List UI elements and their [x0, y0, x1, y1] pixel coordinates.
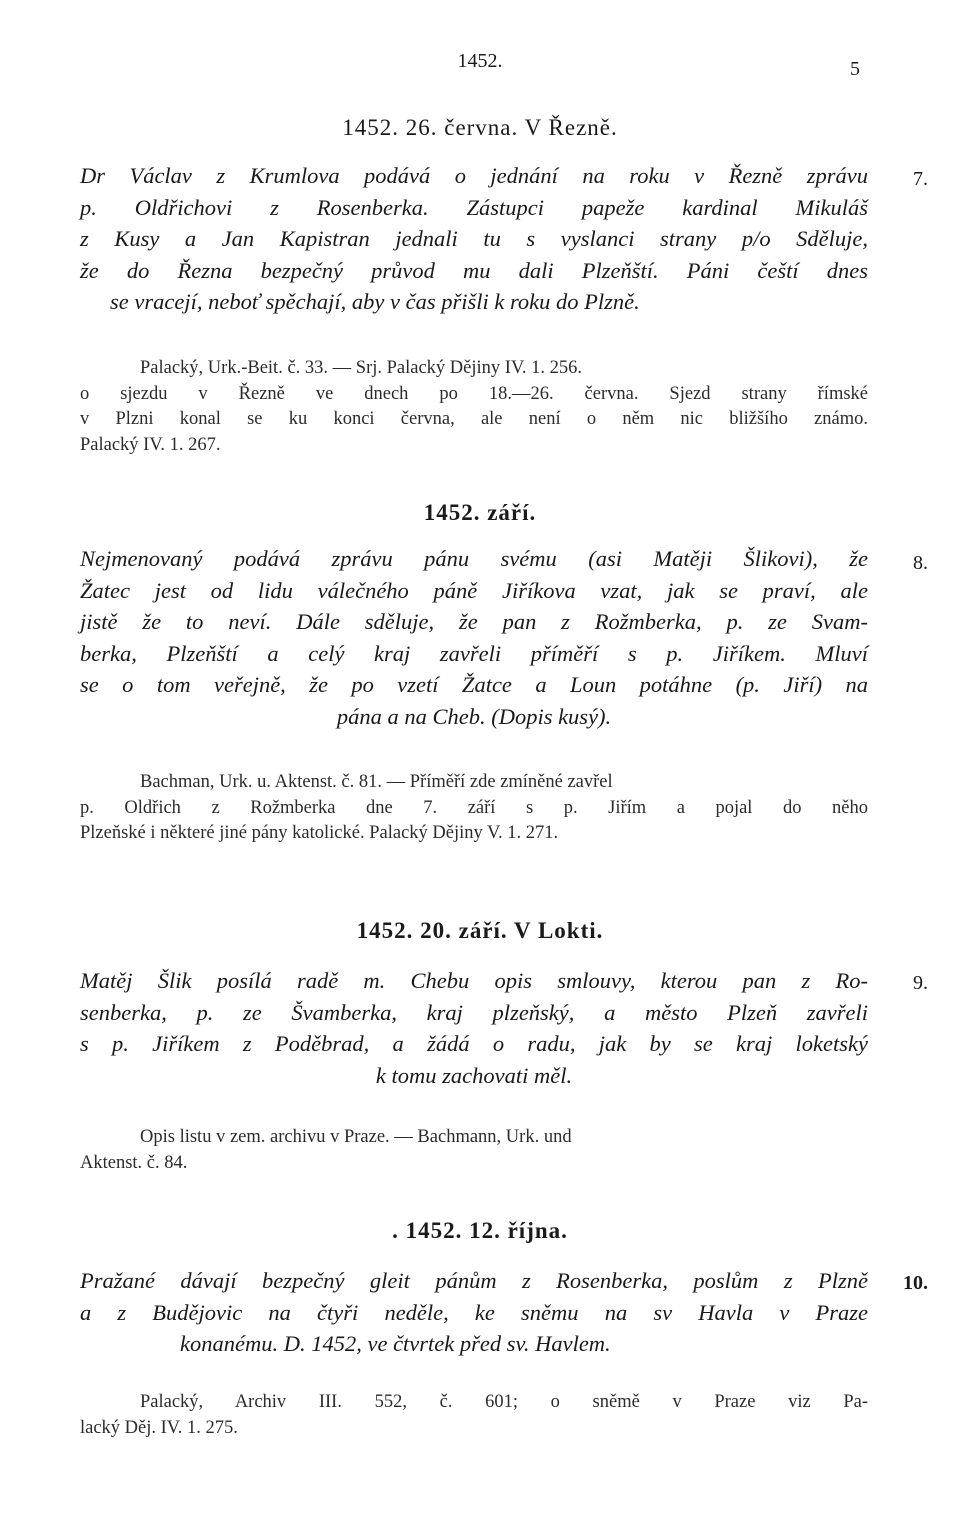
regest-line: že do Řezna bezpečný průvod mu dali Plzeňští. Páni čeští dnes — [80, 257, 868, 283]
regest-line: a z Budějovic na čtyři neděle, ke sněmu na sv Havla v Praze — [80, 1299, 868, 1325]
entry-heading: 1452. září. — [423, 500, 537, 525]
entry-number: 7. — [913, 168, 928, 190]
regest-line: Pražané dávají bezpečný gleit pánům z Rosenberka, poslům z Plzně — [80, 1268, 868, 1293]
entry-heading: 1452. 26. června. V Řezně. — [342, 115, 618, 140]
note-line: Aktenst. č. 84. — [80, 1152, 188, 1173]
regest-block — [80, 160, 868, 318]
note-line: Palacký, Urk.-Beit. č. 33. — Srj. Palacký Dějiny IV. 1. 256. — [140, 358, 583, 378]
note-line: lacký Děj. IV. 1. 275. — [80, 1417, 238, 1438]
regest-line: se vracejí, neboť spěchají, aby v čas přišli k roku do Plzně. — [110, 289, 640, 314]
regest-line: Dr Václav z Krumlova podává o jednání na roku v Řezně zprávu — [80, 163, 868, 188]
entry-number: 10. — [903, 1272, 928, 1294]
source-note — [80, 356, 868, 458]
regest-block — [80, 1265, 868, 1360]
regest-block — [80, 543, 868, 732]
entry-number: 8. — [913, 552, 928, 574]
source-note — [80, 1390, 868, 1441]
entry-heading: . 1452. 12. října. — [392, 1218, 568, 1243]
note-line: o sjezdu v Řezně ve dnech po 18.—26. června. Sjezd strany římské — [80, 383, 868, 404]
regest-line: Matěj Šlik posílá radě m. Chebu opis smlouvy, kterou pan z Ro- — [80, 968, 868, 993]
note-line: v Plzni konal se ku konci června, ale není o něm nic bližšího známo. — [80, 409, 868, 429]
regest-line: berka, Plzeňští a celý kraj zavřeli příměří s p. Jiříkem. Mluví — [80, 640, 868, 666]
note-line: Opis listu v zem. archivu v Praze. — Bachmann, Urk. und — [140, 1127, 572, 1147]
running-head: 1452. — [457, 50, 503, 72]
regest-line: Žatec jest od lidu válečného páně Jiříkova vzat, jak se praví, ale — [80, 577, 868, 603]
entry-number: 9. — [913, 972, 928, 994]
regest-line: p. Oldřichovi z Rosenberka. Zástupci papeže kardinal Mikuláš — [80, 194, 868, 220]
source-note — [80, 1125, 868, 1176]
note-line: Plzeňské i některé jiné pány katolické. Palacký Dějiny V. 1. 271. — [80, 823, 559, 843]
regest-line: jistě že to neví. Dále sděluje, že pan z Rožmberka, p. ze Svam- — [80, 609, 868, 634]
source-note — [80, 770, 868, 847]
note-line: Palacký, Archiv III. 552, č. 601; o sněmě v Praze viz Pa- — [140, 1392, 868, 1412]
note-line: Palacký IV. 1. 267. — [80, 434, 221, 455]
regest-line: pána a na Cheb. (Dopis kusý). — [336, 703, 612, 729]
regest-line: se o tom veřejně, že po vzetí Žatce a Loun potáhne (p. Jiří) na — [80, 672, 868, 697]
regest-line: senberka, p. ze Švamberka, kraj plzeňský, a město Plzeň zavřeli — [80, 999, 868, 1025]
note-line: Bachman, Urk. u. Aktenst. č. 81. — Příměří zde zmíněné zavřel — [140, 772, 613, 792]
entry-heading: 1452. 20. září. V Lokti. — [356, 918, 604, 943]
note-line: p. Oldřich z Rožmberka dne 7. září s p. Jiřím a pojal do něho — [80, 797, 868, 818]
regest-line: k tomu zachovati měl. — [375, 1062, 573, 1088]
regest-block — [80, 965, 868, 1091]
regest-line: konanému. D. 1452, ve čtvrtek před sv. Havlem. — [180, 1331, 611, 1356]
regest-line: s p. Jiříkem z Poděbrad, a žádá o radu, jak by se kraj loketský — [80, 1031, 868, 1056]
page-number: 5 — [850, 58, 860, 80]
regest-line: Nejmenovaný podává zprávu pánu svému (asi Matěji Šlikovi), že — [80, 546, 868, 571]
regest-line: z Kusy a Jan Kapistran jednali tu s vyslanci strany p/o Sděluje, — [80, 226, 868, 251]
